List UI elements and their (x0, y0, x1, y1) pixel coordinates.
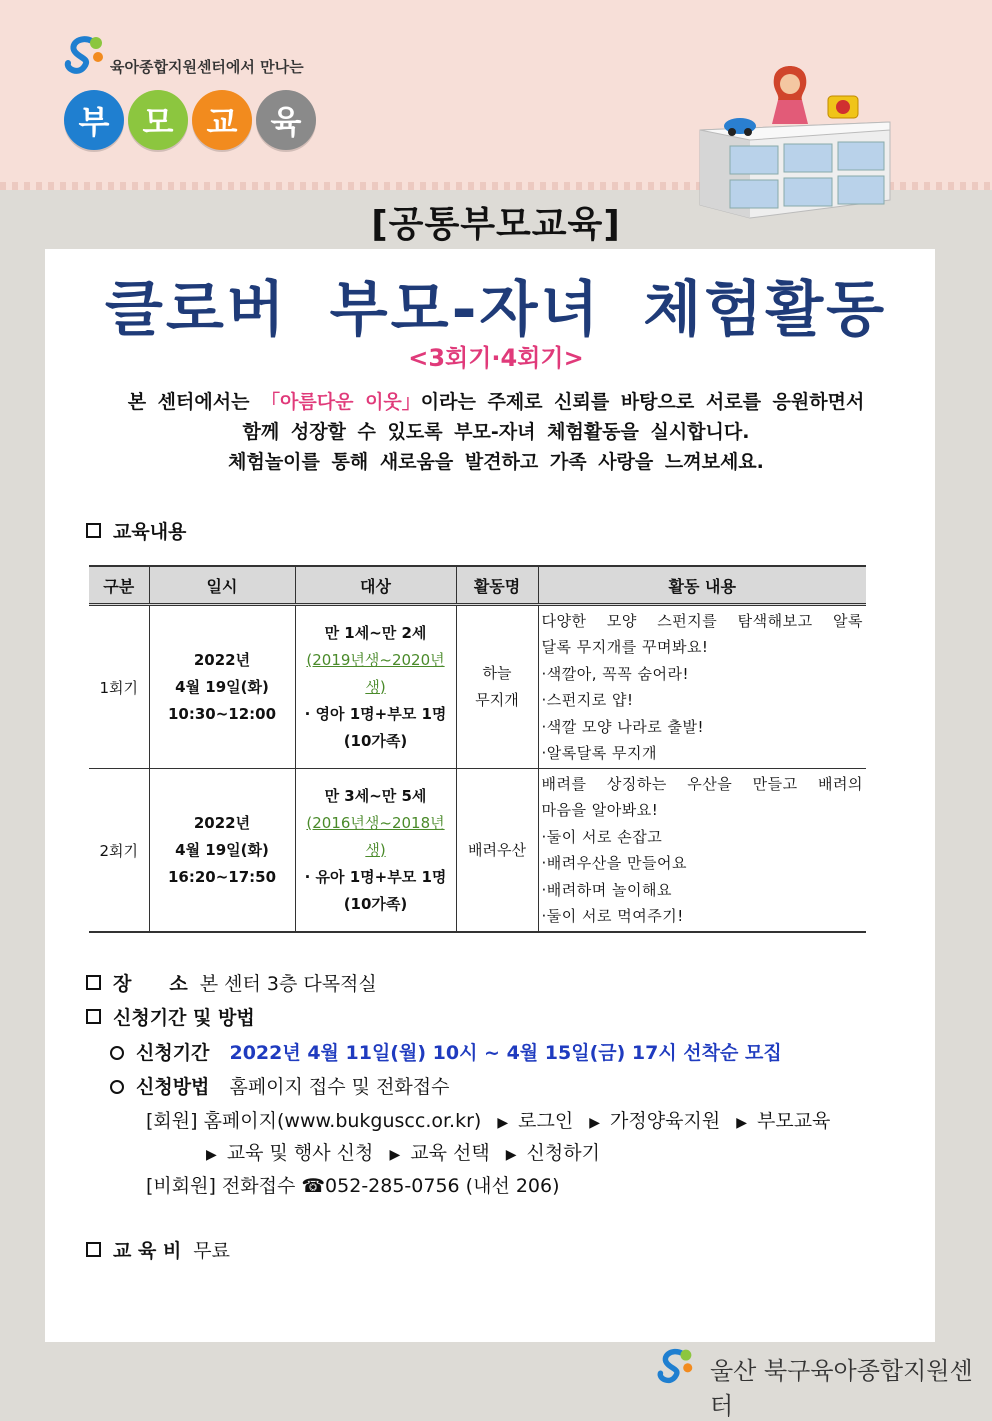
arrow-right-icon: ▶ (505, 1147, 517, 1163)
header-session: 구분 (89, 566, 149, 605)
intro-line-1-start: 본 센터에서는 (127, 391, 262, 413)
section-education-content-label: 교육내용 (113, 521, 187, 543)
subtitle: <3회기·4회기> (408, 344, 584, 372)
target-birth-years: (2016년생~2018년생) (306, 813, 445, 859)
checkbox-icon (86, 1009, 101, 1024)
center-logo-icon (62, 33, 106, 77)
activity-content-item: ·알록달록 무지개 (541, 744, 657, 762)
target-group: · 영아 1명+부모 1명 (304, 704, 447, 723)
section-education-content (86, 517, 186, 544)
member-step: 부모교육 (757, 1110, 831, 1132)
target-birth-years: (2019년생~2020년생) (306, 650, 445, 696)
intro-theme-highlight: 「아름다운 이웃」 (261, 391, 421, 413)
session-cell: 1회기 (89, 605, 149, 769)
activity-content-lead: 다양한 모양 스펀지를 탐색해보고 알록 (541, 611, 863, 630)
section-application (86, 1003, 255, 1030)
date-year: 2022년 (193, 813, 251, 832)
member-steps-line-2 (196, 1138, 600, 1165)
header-activity-content: 활동 내용 (538, 566, 866, 605)
target-count: (10가족) (343, 731, 408, 750)
activity-name-line-1: 배려우산 (468, 840, 526, 859)
section-place-value: 본 센터 3층 다목적실 (199, 973, 377, 995)
logo-tagline: 육아종합지원센터에서 만나는 (110, 58, 304, 76)
target-age: 만 3세~만 5세 (324, 786, 427, 805)
target-count: (10가족) (343, 894, 408, 913)
target-cell (295, 605, 456, 769)
activity-name-cell (456, 605, 538, 769)
section-place-label: 장 소 (113, 973, 188, 995)
member-step: 교육 선택 (410, 1142, 490, 1164)
activity-name-line-2: 무지개 (475, 691, 519, 709)
datetime-cell (149, 769, 295, 933)
category-label: [공통부모교육] (371, 204, 621, 245)
table-header-row (89, 566, 866, 605)
member-step: 로그인 (518, 1110, 574, 1132)
intro-line-2: 함께 성장할 수 있도록 부모-자녀 체험활동을 실시합니다. (242, 421, 750, 443)
activity-content-cell (538, 605, 866, 769)
activity-name-cell (456, 769, 538, 933)
activity-content-item: ·둘이 서로 먹여주기! (541, 907, 684, 925)
application-method (110, 1072, 449, 1099)
date-time: 10:30~12:00 (167, 704, 277, 723)
activity-content-item: ·배려우산을 만들어요 (541, 854, 687, 872)
activity-content-lead-end: 마음을 알아봐요! (541, 801, 659, 819)
intro-text (60, 387, 932, 477)
member-steps-line-1 (146, 1106, 830, 1133)
section-fee-label: 교 육 비 (113, 1240, 182, 1262)
main-title: 클로버 부모-자녀 체험활동 (104, 275, 888, 345)
section-application-label: 신청기간 및 방법 (113, 1007, 255, 1029)
checkbox-icon (86, 523, 101, 538)
title-char-circle: 교 (192, 90, 252, 150)
header-activity-name: 활동명 (456, 566, 538, 605)
activity-content-item: ·색깔아, 꼭꼭 숨어라! (541, 664, 690, 683)
table-row (89, 769, 866, 933)
nonmember-application: [비회원] 전화접수 ☎052-285-0756 (내선 206) (146, 1175, 560, 1197)
activity-content-item: ·색깔 모양 나라로 출발! (541, 717, 704, 736)
section-place (86, 969, 377, 996)
date-time: 16:20~17:50 (167, 867, 277, 886)
intro-line-3: 체험놀이를 통해 새로움을 발견하고 가족 사랑을 느껴보세요. (228, 451, 764, 473)
member-step: 신청하기 (526, 1142, 600, 1164)
footer-org-name: 울산 북구육아종합지원센터 (710, 1357, 973, 1420)
arrow-right-icon: ▶ (389, 1147, 401, 1163)
header-target: 대상 (295, 566, 456, 605)
table-row (89, 605, 866, 769)
activity-content-cell (538, 769, 866, 933)
member-application-prefix: [회원] 홈페이지(www.bukguscc.or.kr) (146, 1110, 482, 1132)
target-age: 만 1세~만 2세 (324, 623, 427, 642)
intro-line-1 (60, 387, 932, 417)
date-day: 4월 19일(화) (175, 677, 269, 696)
center-logo-icon (652, 1346, 698, 1386)
application-period-value: 2022년 4월 11일(월) 10시 ~ 4월 15일(금) 17시 선착순 모집 (229, 1042, 782, 1064)
activity-name-line-1: 하늘 (482, 664, 512, 682)
intro-line-1-end: 이라는 주제로 신뢰를 바탕으로 서로를 응원하면서 (420, 391, 865, 413)
header-datetime: 일시 (149, 566, 295, 605)
activity-content-lead: 배려를 상징하는 우산을 만들고 배려의 (541, 774, 863, 793)
activity-content-item: ·배려하며 놀이해요 (541, 880, 672, 899)
title-char-circle: 육 (256, 90, 316, 150)
parent-education-title (64, 90, 316, 150)
arrow-right-icon: ▶ (497, 1115, 509, 1131)
activity-content-item: ·스펀지로 얍! (541, 691, 634, 709)
application-method-label: 신청방법 (136, 1076, 210, 1098)
date-year: 2022년 (193, 650, 251, 669)
checkbox-icon (86, 1242, 101, 1257)
application-period (110, 1038, 782, 1065)
member-step: 가정양육지원 (610, 1110, 721, 1132)
section-fee-value: 무료 (193, 1240, 231, 1262)
schedule-table (89, 565, 866, 933)
circle-bullet-icon (110, 1046, 124, 1060)
application-method-value: 홈페이지 접수 및 전화접수 (229, 1076, 450, 1098)
datetime-cell (149, 605, 295, 769)
arrow-right-icon: ▶ (736, 1115, 747, 1131)
title-char-circle: 부 (64, 90, 124, 150)
title-char-circle: 모 (128, 90, 188, 150)
activity-content-item: ·둘이 서로 손잡고 (541, 827, 663, 846)
target-cell (295, 769, 456, 933)
checkbox-icon (86, 975, 101, 990)
session-cell: 2회기 (89, 769, 149, 933)
arrow-right-icon: ▶ (206, 1147, 217, 1163)
member-step: 교육 및 행사 신청 (226, 1142, 374, 1164)
section-fee (86, 1236, 230, 1263)
application-period-label: 신청기간 (136, 1042, 210, 1064)
date-day: 4월 19일(화) (175, 840, 269, 859)
circle-bullet-icon (110, 1080, 124, 1094)
target-group: · 유아 1명+부모 1명 (304, 867, 447, 886)
arrow-right-icon: ▶ (589, 1115, 601, 1131)
activity-content-lead-end: 달록 무지개를 꾸며봐요! (541, 638, 709, 656)
